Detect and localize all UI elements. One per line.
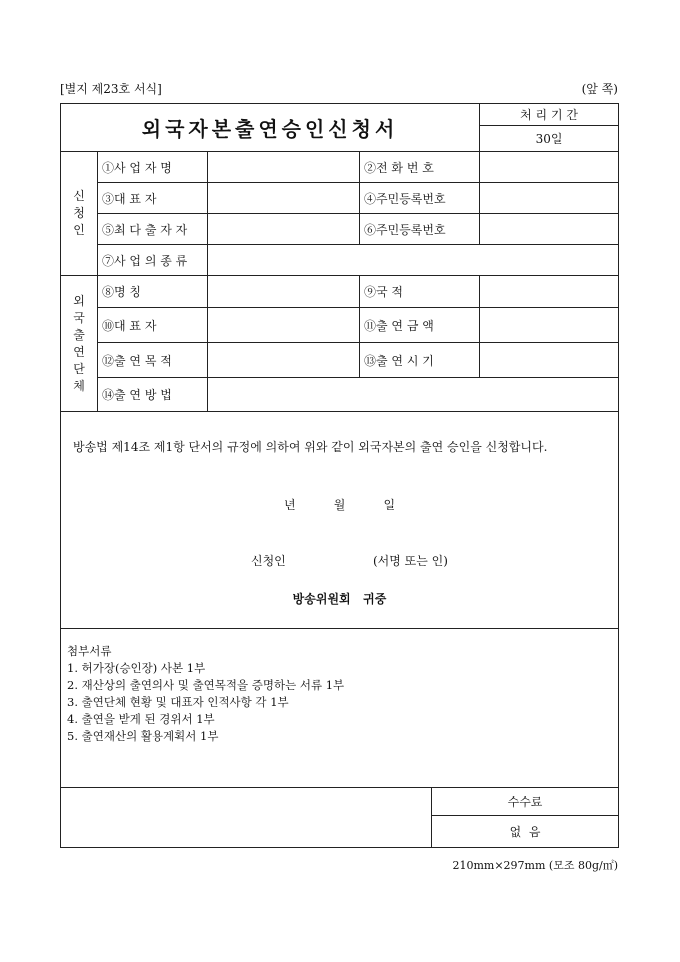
- contribution-timing-field[interactable]: [480, 343, 619, 378]
- attachment-item: 2. 재산상의 출연의사 및 출연목적을 증명하는 서류 1부: [67, 678, 345, 692]
- attachment-item: 1. 허가장(승인장) 사본 1부: [67, 661, 206, 675]
- resident-no-field-1[interactable]: [480, 183, 619, 214]
- fee-label: 수수료: [432, 788, 619, 816]
- attachments-section: [61, 629, 619, 788]
- major-contributor-field[interactable]: [208, 214, 360, 245]
- representative-field[interactable]: [208, 183, 360, 214]
- contribution-method-label: ⑭출 연 방 법: [98, 378, 208, 412]
- phone-field[interactable]: [480, 152, 619, 183]
- applicant-section-label: 신 청 인: [61, 152, 98, 276]
- contribution-amount-field[interactable]: [480, 308, 619, 343]
- attachment-item: 5. 출연재산의 활용계획서 1부: [67, 729, 219, 743]
- recipient: 방송위원회 귀중: [292, 592, 387, 606]
- page-side: (앞 쪽): [581, 82, 618, 96]
- contribution-timing-label: ⑬출 연 시 기: [360, 343, 480, 378]
- contribution-method-field[interactable]: [208, 378, 619, 412]
- signature-placeholder[interactable]: (서명 또는 인): [373, 554, 448, 568]
- business-type-field[interactable]: [208, 245, 619, 276]
- phone-label: ②전 화 번 호: [360, 152, 480, 183]
- resident-no-label-2: ⑥주민등록번호: [360, 214, 480, 245]
- contribution-purpose-label: ⑫출 연 목 적: [98, 343, 208, 378]
- paper-spec: 210mm×297mm (모조 80g/㎡): [452, 859, 618, 872]
- form-title: 외국자본출연승인신청서: [61, 104, 480, 152]
- processing-period-label: 처 리 기 간: [480, 104, 619, 126]
- org-representative-label: ⑩대 표 자: [98, 308, 208, 343]
- form-number: [별지 제23호 서식]: [60, 82, 162, 96]
- foreign-section-label: 외 국 출 연 단 체: [61, 276, 98, 412]
- org-name-field[interactable]: [208, 276, 360, 308]
- resident-no-field-2[interactable]: [480, 214, 619, 245]
- attachment-item: 3. 출연단체 현황 및 대표자 인적사항 각 1부: [67, 695, 289, 709]
- date-line: 년 월 일: [283, 498, 396, 512]
- business-operator-label: ①사 업 자 명: [98, 152, 208, 183]
- business-type-label: ⑦사 업 의 종 류: [98, 245, 208, 276]
- business-operator-field[interactable]: [208, 152, 360, 183]
- org-name-label: ⑧명 칭: [98, 276, 208, 308]
- resident-no-label-1: ④주민등록번호: [360, 183, 480, 214]
- processing-period-value: 30일: [480, 126, 619, 152]
- attachments-title: 첨부서류: [67, 644, 112, 658]
- statement-section: [61, 412, 619, 629]
- attachment-item: 4. 출연을 받게 된 경위서 1부: [67, 712, 215, 726]
- contribution-purpose-field[interactable]: [208, 343, 360, 378]
- org-representative-field[interactable]: [208, 308, 360, 343]
- contribution-amount-label: ⑪출 연 금 액: [360, 308, 480, 343]
- statement-text: 방송법 제14조 제1항 단서의 규정에 의하여 위와 같이 외국자본의 출연 승인을 신청합니다.: [73, 440, 548, 454]
- representative-label: ③대 표 자: [98, 183, 208, 214]
- blank-area: [61, 788, 432, 848]
- application-form: [60, 103, 619, 848]
- fee-value: 없 음: [432, 816, 619, 848]
- nationality-field[interactable]: [480, 276, 619, 308]
- applicant-sign-label: 신청인: [251, 554, 286, 568]
- major-contributor-label: ⑤최 다 출 자 자: [98, 214, 208, 245]
- nationality-label: ⑨국 적: [360, 276, 480, 308]
